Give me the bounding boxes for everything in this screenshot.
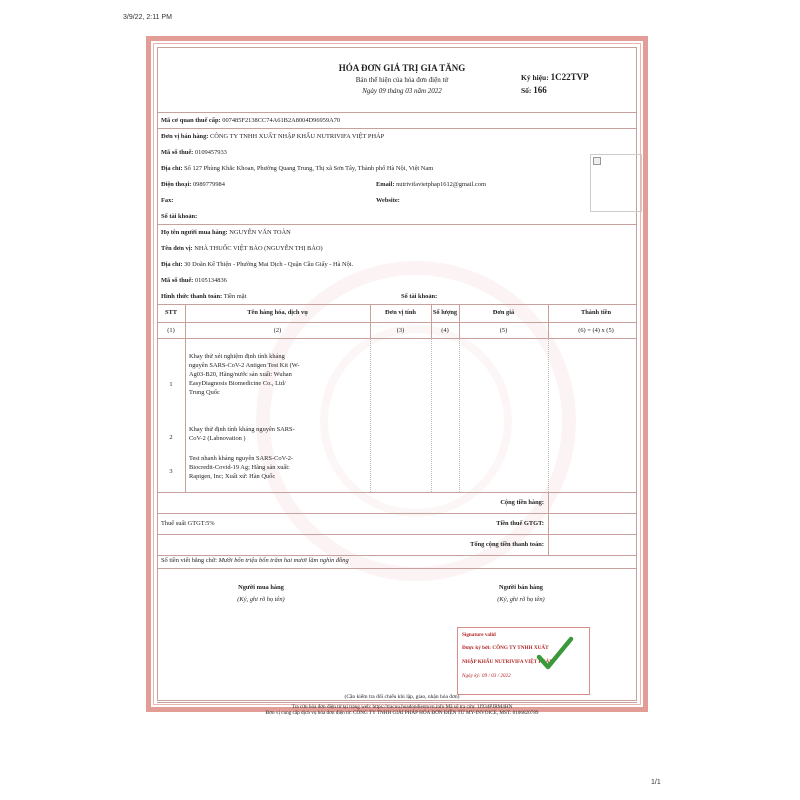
row-3-stt: 3 <box>169 468 173 475</box>
th-unit: Đơn vị tính <box>385 309 416 316</box>
col-divider <box>431 338 432 492</box>
subtotal-label: Cộng tiền hàng: <box>500 499 544 506</box>
seller-website <box>376 197 400 205</box>
invoice-page <box>146 36 648 716</box>
row-2-name-line: Khay thử định tính kháng nguyên SARS- <box>189 426 295 433</box>
broken-image-icon <box>593 157 601 165</box>
th-num-1: (1) <box>167 327 175 334</box>
seller-email-value: nutrivifavietphap1612@gmail.com <box>396 181 486 188</box>
divider <box>157 112 637 113</box>
amount-in-words-label: Số tiền viết bằng chữ: <box>161 557 217 564</box>
th-num-2: (2) <box>273 327 282 334</box>
row-3-name-line: Rapigen, Inc; Xuất xứ: Hàn Quốc <box>189 473 276 480</box>
seller-tax-value: 0109457933 <box>194 149 227 156</box>
amount-in-words <box>161 557 349 565</box>
buyer-address <box>161 261 353 269</box>
row-1-name-line: nguyên SARS-CoV-2 Antigen Test Kit (W- <box>189 362 300 369</box>
divider <box>157 555 637 556</box>
so-hoa-don <box>521 85 547 95</box>
buyer-address-label: Địa chỉ: <box>161 261 183 268</box>
th-name: Tên hàng hóa, dịch vụ <box>247 309 308 316</box>
divider <box>157 224 637 225</box>
divider <box>157 534 637 535</box>
buyer-account-label: Số tài khoản: <box>401 293 438 300</box>
buyer-tax-label: Mã số thuế: <box>161 277 194 284</box>
row-1-name-line: Trung Quốc <box>189 389 220 396</box>
seller-tax <box>161 149 227 157</box>
th-price: Đơn giá <box>492 309 515 316</box>
row-1-name-line: Khay thử xét nghiệm định tính kháng <box>189 353 285 360</box>
table-subheader-border <box>157 338 637 339</box>
row-3-name <box>189 454 293 481</box>
seller-address <box>161 165 433 173</box>
tax-authority-code-value: 007485F2138CC74A61B2A8004D96959A70 <box>222 117 341 124</box>
row-1-name-line: EasyDiagnosis Biomedicine Co., Ltd/ <box>189 380 286 387</box>
page-number: 1/1 <box>651 779 661 786</box>
seller-name-value: CÔNG TY TNHH XUẤT NHẬP KHẨU NUTRIVIFA VIỆT PHÁP <box>210 133 385 140</box>
seller-fax <box>161 197 173 205</box>
seller-address-label: Địa chỉ: <box>161 165 183 172</box>
footer-lookup: Tra cứu hóa đơn điện tử tại trang web: https://tracuu.hoadondientuvn.info Mã số tra cứu: 1J934PJRM4HN <box>291 704 513 710</box>
so-label: Số: <box>521 86 532 95</box>
invoice-subtitle: Bản thể hiện của hóa đơn điện tử <box>355 76 449 84</box>
row-2-name <box>189 425 295 443</box>
row-1-name <box>189 352 300 397</box>
invoice-title: HÓA ĐƠN GIÁ TRỊ GIA TĂNG <box>338 63 466 73</box>
th-num-5: (5) <box>499 327 508 334</box>
buyer-unit-label: Tên đơn vị: <box>161 245 193 252</box>
seller-signature-hint: (Ký, ghi rõ họ tên) <box>497 596 545 603</box>
footer-note: (Cần kiểm tra đối chiếu khi lập, giao, nhận hóa đơn) <box>344 694 460 700</box>
seller-fax-label: Fax: <box>161 197 174 204</box>
seller-name-label: Đơn vị bán hàng: <box>161 133 209 140</box>
ky-hieu-label: Ký hiệu: <box>521 73 549 82</box>
th-qty: Số lượng <box>432 309 458 316</box>
buyer-tax <box>161 277 227 285</box>
signed-by-line1: Được ký bởi: CÔNG TY TNHH XUẤT <box>462 645 549 651</box>
buyer-payment <box>161 293 246 301</box>
row-3-name-line: Test nhanh kháng nguyên SARS-CoV-2- <box>189 455 294 462</box>
seller-signature-title: Người bán hàng <box>499 584 543 591</box>
seller-phone-label: Điện thoại: <box>161 181 192 188</box>
buyer-person-label: Họ tên người mua hàng: <box>161 229 228 236</box>
buyer-person <box>161 229 291 237</box>
vat-rate: Thuế suất GTGT:5% <box>161 520 215 527</box>
print-datetime: 3/9/22, 2:11 PM <box>123 14 172 21</box>
seller-tax-label: Mã số thuế: <box>161 149 194 156</box>
th-amount: Thành tiền <box>580 309 611 316</box>
buyer-signature-title: Người mua hàng <box>238 584 284 591</box>
seller-account-label: Số tài khoản: <box>161 213 198 220</box>
divider <box>157 513 637 514</box>
th-num-6: (6) = (4) x (5) <box>578 327 614 334</box>
ky-hieu-value: 1C22TVP <box>550 72 589 82</box>
divider <box>157 702 637 703</box>
grand-total-label: Tổng cộng tiền thanh toán: <box>470 541 544 548</box>
row-1-stt: 1 <box>169 381 173 388</box>
th-num-3: (3) <box>396 327 405 334</box>
col-divider <box>370 338 371 492</box>
row-3-name-line: Biocredit-Covid-19 Ag; Hãng sản xuất: <box>189 464 290 471</box>
table-top-border <box>157 304 637 305</box>
tax-authority-code-label: Mã cơ quan thuế cấp: <box>161 117 221 124</box>
buyer-unit <box>161 245 323 253</box>
seller-phone <box>161 181 225 189</box>
buyer-tax-value: 0105134836 <box>194 277 227 284</box>
seller-account <box>161 213 197 221</box>
th-stt: STT <box>164 309 178 316</box>
signed-by-line2: NHẬP KHẨU NUTRIVIFA VIỆT PHÁP <box>462 659 553 665</box>
seller-name <box>161 133 384 141</box>
th-num-4: (4) <box>441 327 449 334</box>
signature-valid: Signature valid <box>462 632 496 638</box>
tax-authority-code <box>161 117 340 125</box>
buyer-unit-value: NHÀ THUỐC VIỆT BẢO (NGUYỄN THỊ BẢO) <box>194 245 323 252</box>
ky-hieu <box>521 72 589 82</box>
seller-logo-placeholder <box>590 154 642 212</box>
vat-amount-label: Tiền thuế GTGT: <box>496 520 544 527</box>
col-divider <box>459 338 460 492</box>
seller-phone-value: 0989779984 <box>192 181 225 188</box>
buyer-signature-hint: (Ký, ghi rõ họ tên) <box>237 596 285 603</box>
divider <box>157 128 637 129</box>
row-1-name-line: Ag03-B20, Hãng/nước sản xuất: Wuhan <box>189 371 292 378</box>
sign-date: Ngày ký: 09 / 03 / 2022 <box>462 673 511 679</box>
checkmark-icon <box>536 635 574 675</box>
totals-divider <box>548 492 549 555</box>
buyer-payment-value: Tiền mặt <box>223 293 247 300</box>
table-bottom-border <box>157 492 637 493</box>
footer-provider: Đơn vị cung cấp dịch vụ hóa đơn điện tử: CÔNG TY TNHH GIẢI PHÁP HÓA ĐƠN ĐIỆN TỬ MY-INVOICE, MST: 0106820789 <box>265 710 539 716</box>
divider <box>157 568 637 569</box>
buyer-address-value: 30 Doãn Kế Thiện - Phường Mai Dịch - Quận Cầu Giấy - Hà Nội. <box>184 261 354 268</box>
buyer-payment-label: Hình thức thanh toán: <box>161 293 223 300</box>
seller-email <box>376 181 486 189</box>
row-2-stt: 2 <box>169 434 173 441</box>
seller-address-value: Số 127 Phùng Khắc Khoan, Phường Quang Trung, Thị xã Sơn Tây, Thành phố Hà Nội, Việt Nam <box>184 165 434 172</box>
row-2-name-line: CoV-2 (Labnovation ) <box>189 435 246 442</box>
seller-email-label: Email: <box>376 181 395 188</box>
buyer-person-value: NGUYỄN VĂN TOÀN <box>229 229 291 236</box>
col-divider <box>548 338 549 492</box>
buyer-account <box>401 293 437 301</box>
table-header-border <box>157 322 637 323</box>
invoice-date: Ngày 09 tháng 03 năm 2022 <box>362 87 442 95</box>
seller-website-label: Website: <box>376 197 400 204</box>
amount-in-words-value: Mười bốn triệu bốn trăm hai mươi lăm nghìn đồng <box>218 557 349 564</box>
so-value: 166 <box>533 85 547 95</box>
